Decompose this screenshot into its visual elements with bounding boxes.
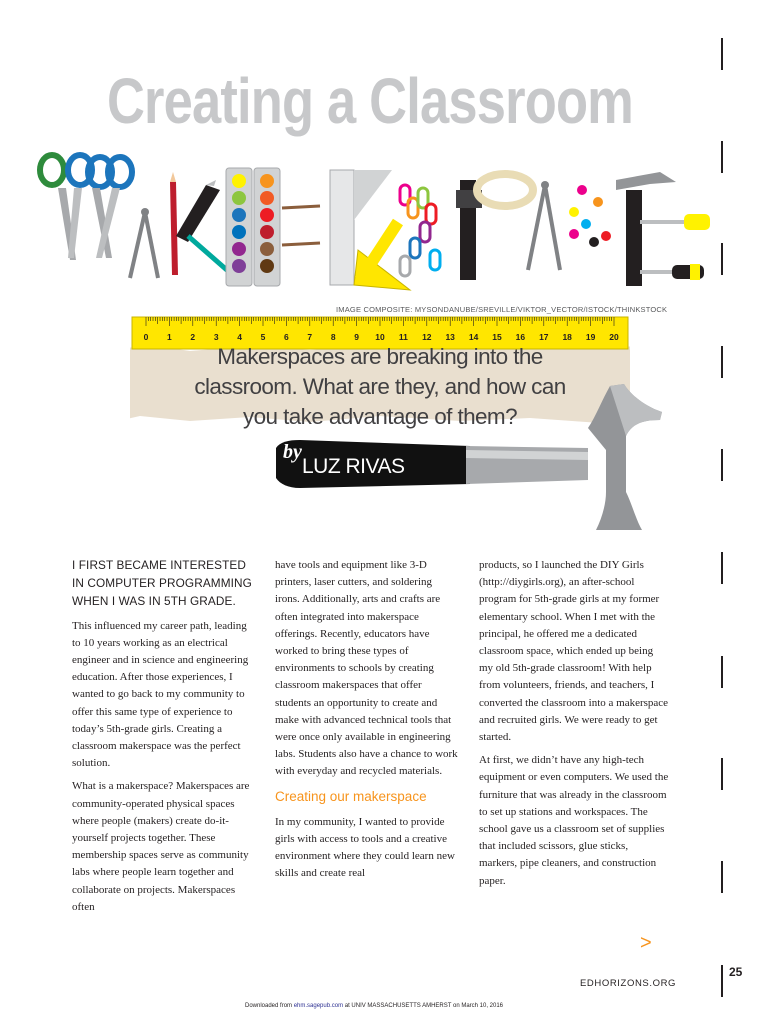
edge-mark: [721, 449, 723, 481]
ruler-number: 12: [422, 332, 432, 342]
section-heading: Creating our makerspace: [275, 788, 427, 804]
site-url[interactable]: EDHORIZONS.ORG: [580, 978, 677, 989]
deck-line: Makerspaces are breaking into the: [217, 344, 543, 369]
scissors-icon: [40, 155, 132, 260]
ruler-number: 2: [190, 332, 196, 342]
ruler-number: 7: [307, 332, 313, 342]
screwdriver-icon: [640, 214, 710, 280]
ruler-number: 13: [445, 332, 455, 342]
paragraph: What is a makerspace? Makerspaces are community-operated physical spaces where people (makers) create do-it-yourself projects together. These membership spaces serve as community labs where people learn together and collaborate on projects. Makerspaces often: [72, 780, 250, 913]
edge-mark: [721, 141, 723, 173]
edge-mark: [721, 758, 723, 790]
article-column-2: [275, 557, 459, 888]
ruler-number: 6: [284, 332, 289, 342]
ruler-number: 15: [492, 332, 502, 342]
ruler-number: 14: [468, 332, 479, 342]
ruler-number: 18: [562, 332, 572, 342]
ruler-number: 8: [330, 332, 336, 342]
page-number: 25: [729, 965, 743, 979]
ruler-number: 11: [398, 332, 408, 342]
download-notice: [245, 1003, 503, 1009]
edge-mark: [721, 861, 723, 893]
edge-mark: [721, 552, 723, 584]
paragraph: products, so I launched the DIY Girls (http://diygirls.org), an after-school program for 5th-grade girls at my former elementary school. When I met with the principal, he offered me a dedicated classroom space, which ended up being my old 5th-grade classroom! With help from volunteers, friends, and teachers, I converted the classroom into a makerspace and recruited girls. We were ready to get started.: [479, 559, 669, 744]
ruler-number: 0: [143, 332, 149, 342]
page-title: Creating a Classroom: [106, 65, 634, 137]
edge-mark: [721, 346, 723, 378]
byline-by: by: [283, 441, 302, 463]
image-credit: IMAGE COMPOSITE: MYSONDANUBE/SREVILLE/VIKTOR_VECTOR/ISTOCK/THINKSTOCK: [336, 305, 668, 314]
compass-icon: [130, 208, 158, 278]
ruler-ticks: [146, 317, 614, 326]
ruler-number: 17: [539, 332, 549, 342]
deck-line: classroom. What are they, and how can: [194, 374, 566, 399]
masking-tape-icon: [477, 174, 533, 206]
paragraph: In my community, I wanted to provide girls with access to tools and a creative environment where they could learn new skills and create real: [275, 815, 455, 880]
edge-mark: [721, 38, 723, 70]
watercolor-palette-icon: [226, 168, 320, 286]
continue-arrow-icon: >: [640, 932, 652, 954]
ruler-number: 4: [237, 332, 242, 342]
paragraph: At first, we didn’t have any high-tech equipment or even computers. We used the furniture that was already in the classroom to set up stations and workspaces. The school gave us a classroom set of supplies that included scissors, glue sticks, markers, pipe cleaners, and construction paper.: [479, 754, 669, 887]
download-prefix: Downloaded from: [245, 1003, 294, 1009]
edge-mark: [721, 243, 723, 275]
ruler-number: 10: [375, 332, 385, 342]
edge-mark: [721, 965, 723, 997]
ruler-number: 16: [515, 332, 526, 342]
deck-line: you take advantage of them?: [242, 404, 517, 429]
hammer-icon: [616, 172, 676, 286]
paragraph: have tools and equipment like 3-D printers, laser cutters, and soldering irons. Additionally, arts and crafts are often integrated into makerspace offerings. Recently, educators have worked to bring these types of environments to schools by creating classroom makerspaces that offer students an opportunity to create and make with advanced technical tools that were once only available in engineering labs. Students also have a chance to work with everyday and recycled materials.: [275, 559, 458, 778]
ruler-number: 3: [213, 332, 219, 342]
article-column-1: [72, 557, 254, 922]
makerspace-tool-art: [0, 150, 720, 300]
ruler-number: 9: [354, 332, 359, 342]
ruler-number: 1: [167, 332, 172, 342]
pencil-icon: [170, 172, 178, 275]
ruler-number: 19: [585, 332, 596, 342]
author-name: LUZ RIVAS: [302, 455, 405, 478]
paragraph: This influenced my career path, leading to 10 years working as an electrical engineer and in science and engineering education. After those experiences, I wanted to go back to my community to offer this same type of experience to today’s 5th-grade girls. Creating a classroom makerspace was the perfect solution.: [72, 619, 249, 770]
download-suffix: at UNIV MASSACHUSETTS AMHERST on March 10, 2016: [343, 1003, 504, 1009]
ruler-number: 20: [609, 332, 619, 342]
lead-in: I FIRST BECAME INTERESTED IN COMPUTER PROGRAMMING WHEN I WAS IN 5TH GRADE.: [72, 558, 252, 609]
ruler-number: 5: [260, 332, 266, 342]
download-link[interactable]: ehm.sagepub.com: [293, 1003, 344, 1009]
edge-mark: [721, 656, 723, 688]
ruler-numbers: [144, 332, 619, 342]
pushpins-icon: [569, 185, 611, 247]
paper-clips-icon: [400, 185, 440, 276]
article-column-3: [479, 557, 669, 896]
triangle-ruler-icon: [330, 170, 410, 290]
